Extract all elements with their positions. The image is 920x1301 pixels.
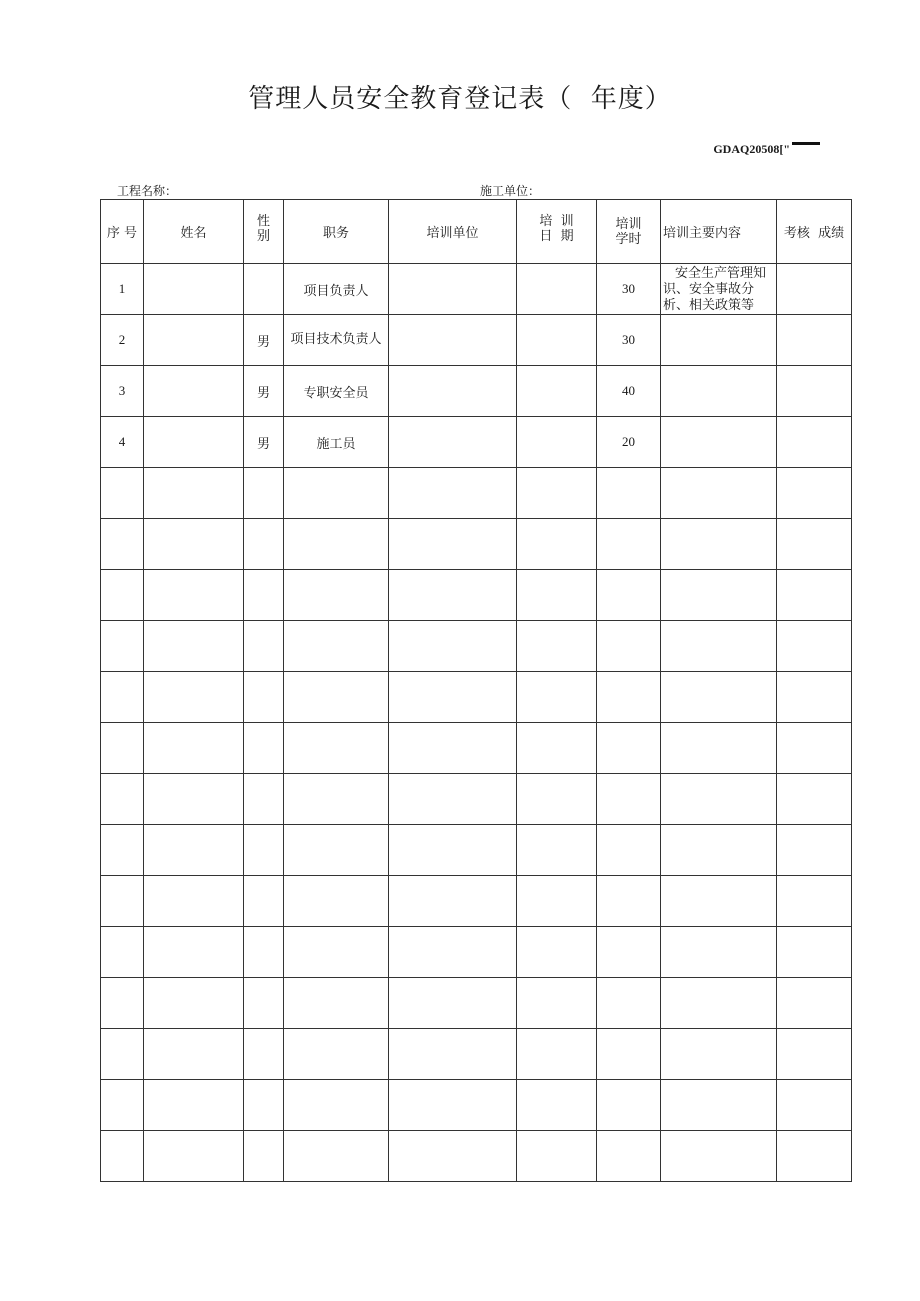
cell-hours (597, 825, 661, 876)
cell-name (144, 264, 244, 315)
cell-name (144, 723, 244, 774)
cell-content (661, 1080, 777, 1131)
cell-position (284, 570, 389, 621)
cell-position (284, 519, 389, 570)
cell-position (284, 1080, 389, 1131)
cell-unit (389, 366, 517, 417)
header-training-hours-line1: 培训 (615, 216, 642, 232)
cell-position (284, 774, 389, 825)
cell-position (284, 978, 389, 1029)
cell-hours (597, 519, 661, 570)
cell-score (777, 315, 852, 366)
table-row (101, 774, 852, 825)
cell-date (517, 1131, 597, 1182)
cell-date (517, 315, 597, 366)
cell-gender (244, 519, 284, 570)
cell-content (661, 1131, 777, 1182)
cell-gender: 男 (244, 366, 284, 417)
cell-hours (597, 672, 661, 723)
table-row (101, 468, 852, 519)
cell-date (517, 825, 597, 876)
cell-seq (101, 774, 144, 825)
cell-date (517, 876, 597, 927)
cell-score (777, 366, 852, 417)
cell-score (777, 468, 852, 519)
cell-date (517, 672, 597, 723)
cell-position-text: 项目技术负责人 (290, 332, 382, 347)
cell-score (777, 723, 852, 774)
cell-content (661, 621, 777, 672)
cell-name (144, 672, 244, 723)
cell-position (284, 672, 389, 723)
cell-gender (244, 1029, 284, 1080)
table-row (101, 1080, 852, 1131)
cell-seq (101, 1131, 144, 1182)
cell-name (144, 774, 244, 825)
cell-date (517, 978, 597, 1029)
table-row (101, 366, 852, 417)
cell-score (777, 774, 852, 825)
cell-content (661, 774, 777, 825)
cell-unit (389, 621, 517, 672)
cell-seq (101, 978, 144, 1029)
table-row (101, 978, 852, 1029)
cell-gender (244, 825, 284, 876)
cell-seq: 3 (101, 366, 144, 417)
cell-date (517, 621, 597, 672)
cell-name (144, 1029, 244, 1080)
table-header-row (101, 200, 852, 264)
cell-hours: 40 (597, 366, 661, 417)
table-row (101, 876, 852, 927)
cell-unit (389, 570, 517, 621)
cell-unit (389, 1131, 517, 1182)
form-code: GDAQ20508[" (713, 142, 790, 156)
header-training-unit: 培训单位 (389, 200, 517, 264)
table-row (101, 264, 852, 315)
cell-seq (101, 1080, 144, 1131)
cell-seq (101, 927, 144, 978)
cell-date (517, 519, 597, 570)
cell-seq (101, 621, 144, 672)
cell-seq: 2 (101, 315, 144, 366)
header-training-date (517, 200, 597, 264)
cell-date (517, 927, 597, 978)
cell-hours (597, 1080, 661, 1131)
header-seq: 序 号 (101, 200, 144, 264)
cell-unit (389, 927, 517, 978)
cell-seq (101, 876, 144, 927)
cell-hours (597, 621, 661, 672)
cell-score (777, 672, 852, 723)
cell-score (777, 570, 852, 621)
cell-content (661, 315, 777, 366)
cell-gender (244, 1131, 284, 1182)
cell-position (284, 927, 389, 978)
header-training-hours (597, 200, 661, 264)
cell-name (144, 1131, 244, 1182)
cell-hours (597, 978, 661, 1029)
cell-seq (101, 825, 144, 876)
cell-unit (389, 774, 517, 825)
header-gender-line1: 性 (256, 214, 270, 229)
table-row (101, 1029, 852, 1080)
header-training-date-line1: 培 训 (539, 214, 574, 229)
cell-score (777, 825, 852, 876)
cell-unit (389, 468, 517, 519)
cell-name (144, 366, 244, 417)
cell-name (144, 570, 244, 621)
cell-seq: 1 (101, 264, 144, 315)
cell-position (284, 468, 389, 519)
construction-unit-label: 施工单位： (480, 184, 541, 198)
cell-score (777, 621, 852, 672)
cell-date (517, 366, 597, 417)
cell-gender (244, 570, 284, 621)
cell-gender (244, 672, 284, 723)
cell-unit (389, 825, 517, 876)
cell-score (777, 876, 852, 927)
cell-date (517, 417, 597, 468)
cell-gender: 男 (244, 417, 284, 468)
cell-gender: 男 (244, 315, 284, 366)
cell-score (777, 417, 852, 468)
empty-rows-group (101, 468, 852, 1182)
header-training-date-line2: 日 期 (539, 229, 574, 244)
form-title: 管理人员安全教育登记表（ 年度） (248, 84, 672, 114)
cell-name (144, 519, 244, 570)
cell-name (144, 315, 244, 366)
cell-gender (244, 978, 284, 1029)
cell-name (144, 825, 244, 876)
cell-hours (597, 876, 661, 927)
header-training-hours-line2: 学时 (615, 231, 642, 247)
table-row (101, 315, 852, 366)
cell-unit (389, 264, 517, 315)
cell-hours (597, 1029, 661, 1080)
cell-unit (389, 723, 517, 774)
cell-date (517, 570, 597, 621)
cell-score (777, 1080, 852, 1131)
project-name-label: 工程名称： (117, 184, 178, 198)
cell-date (517, 468, 597, 519)
cell-date (517, 774, 597, 825)
cell-content (661, 723, 777, 774)
table-row (101, 1131, 852, 1182)
cell-date (517, 723, 597, 774)
cell-seq: 4 (101, 417, 144, 468)
cell-unit (389, 672, 517, 723)
cell-content (661, 927, 777, 978)
table-row (101, 570, 852, 621)
cell-position: 项目负责人 (284, 264, 389, 315)
cell-name (144, 417, 244, 468)
cell-gender (244, 621, 284, 672)
cell-score (777, 927, 852, 978)
cell-seq (101, 519, 144, 570)
cell-hours: 30 (597, 315, 661, 366)
header-gender (244, 200, 284, 264)
cell-gender (244, 468, 284, 519)
cell-seq (101, 468, 144, 519)
cell-content (661, 366, 777, 417)
cell-position (284, 723, 389, 774)
cell-unit (389, 1029, 517, 1080)
cell-seq (101, 1029, 144, 1080)
form-code-area (713, 142, 820, 157)
cell-gender (244, 927, 284, 978)
cell-name (144, 1080, 244, 1131)
cell-content (661, 519, 777, 570)
cell-hours: 20 (597, 417, 661, 468)
cell-date (517, 1080, 597, 1131)
header-position: 职务 (284, 200, 389, 264)
cell-unit (389, 1080, 517, 1131)
cell-position: 专职安全员 (284, 366, 389, 417)
cell-content (661, 468, 777, 519)
cell-content (661, 825, 777, 876)
table-row (101, 825, 852, 876)
table-row (101, 519, 852, 570)
cell-name (144, 927, 244, 978)
cell-name (144, 978, 244, 1029)
cell-position: 施工员 (284, 417, 389, 468)
cell-content (661, 978, 777, 1029)
cell-hours (597, 570, 661, 621)
cell-seq (101, 570, 144, 621)
cell-unit (389, 978, 517, 1029)
cell-content (661, 672, 777, 723)
cell-score (777, 1131, 852, 1182)
cell-hours (597, 1131, 661, 1182)
cell-content (661, 1029, 777, 1080)
cell-unit (389, 519, 517, 570)
form-code-bar (792, 142, 820, 145)
cell-score (777, 264, 852, 315)
cell-content: 安全生产管理知识、安全事故分析、相关政策等 (661, 264, 777, 315)
cell-gender (244, 1080, 284, 1131)
cell-seq (101, 672, 144, 723)
cell-name (144, 876, 244, 927)
cell-date (517, 1029, 597, 1080)
cell-position (284, 1131, 389, 1182)
cell-score (777, 519, 852, 570)
header-name: 姓名 (144, 200, 244, 264)
table-row (101, 621, 852, 672)
header-assessment: 考核 成绩 (777, 200, 852, 264)
header-training-content: 培训主要内容 (661, 200, 777, 264)
cell-gender (244, 264, 284, 315)
cell-score (777, 1029, 852, 1080)
cell-hours (597, 774, 661, 825)
cell-hours (597, 723, 661, 774)
table-row (101, 417, 852, 468)
cell-gender (244, 723, 284, 774)
registration-table (100, 199, 852, 1182)
table-row (101, 672, 852, 723)
cell-hours: 30 (597, 264, 661, 315)
cell-unit (389, 417, 517, 468)
cell-seq (101, 723, 144, 774)
cell-gender (244, 774, 284, 825)
cell-content (661, 570, 777, 621)
cell-score (777, 978, 852, 1029)
cell-content (661, 417, 777, 468)
cell-gender (244, 876, 284, 927)
cell-hours (597, 927, 661, 978)
cell-content (661, 876, 777, 927)
cell-position (284, 825, 389, 876)
cell-position (284, 315, 389, 366)
cell-position (284, 1029, 389, 1080)
cell-position (284, 621, 389, 672)
cell-unit (389, 876, 517, 927)
table-row (101, 927, 852, 978)
cell-date (517, 264, 597, 315)
cell-name (144, 621, 244, 672)
cell-name (144, 468, 244, 519)
cell-position (284, 876, 389, 927)
cell-hours (597, 468, 661, 519)
table-row (101, 723, 852, 774)
header-gender-line2: 别 (256, 229, 270, 244)
cell-unit (389, 315, 517, 366)
